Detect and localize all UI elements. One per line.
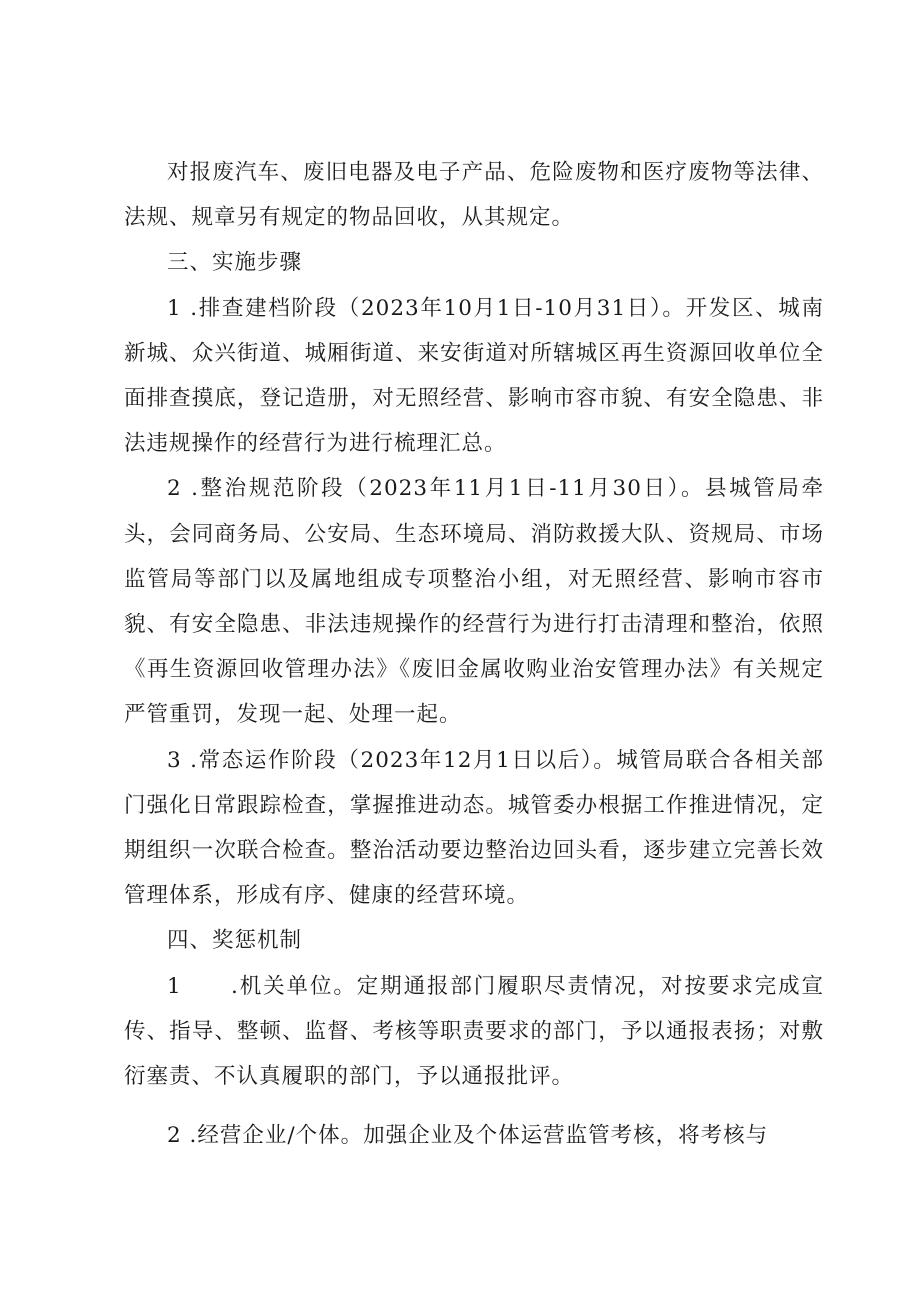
heading-implementation-steps: 三、实施步骤 bbox=[167, 250, 303, 276]
paragraph-enterprises: 2 .经营企业/个体。加强企业及个体运营监管考核，将考核与 bbox=[167, 1123, 769, 1149]
paragraph-recycling-exceptions: 对报废汽车、废旧电器及电子产品、危险废物和医疗废物等法律、法规、规章另有规定的物品回收，从其规定。 bbox=[124, 160, 824, 231]
list-number: 1 bbox=[167, 973, 182, 999]
paragraph-step-1-survey: 1 .排查建档阶段（2023年10月1日-10月31日）。开发区、城南新城、众兴街道、城厢街道、来安街道对所辖城区再生资源回收单位全面排查摸底，登记造册，对无照经营、影响市容市貌、有安全隐患、非法违规操作的经营行为进行梳理汇总。 bbox=[124, 295, 824, 457]
document-body bbox=[124, 150, 824, 1158]
paragraph-agencies-text: .机关单位。定期通报部门履职尽责情况，对按要求完成宣传、指导、整顿、监督、考核等职责要求的部门，予以通报表扬；对敷衍塞责、不认真履职的部门，予以通报批评。 bbox=[124, 973, 824, 1090]
paragraph-step-3-normal-operation: 3 .常态运作阶段（2023年12月1日以后）。城管局联合各相关部门强化日常跟踪检查，掌握推进动态。城管委办根据工作推进情况，定期组织一次联合检查。整治活动要边整治边回头看，逐步建立完善长效管理体系，形成有序、健康的经营环境。 bbox=[124, 747, 824, 909]
heading-rewards-penalties: 四、奖惩机制 bbox=[167, 928, 303, 954]
paragraph-agencies bbox=[124, 964, 824, 1100]
paragraph-step-2-rectification: 2 .整治规范阶段（2023年11月1日-11月30日）。县城管局牵头，会同商务局、公安局、生态环境局、消防救援大队、资规局、市场监管局等部门以及属地组成专项整治小组，对无照经营、影响市容市貌、有安全隐患、非法违规操作的经营行为进行打击清理和整治，依照《再生资源回收管理办法》《废旧金属收购业治安管理办法》有关规定严管重罚，发现一起、处理一起。 bbox=[124, 476, 824, 728]
